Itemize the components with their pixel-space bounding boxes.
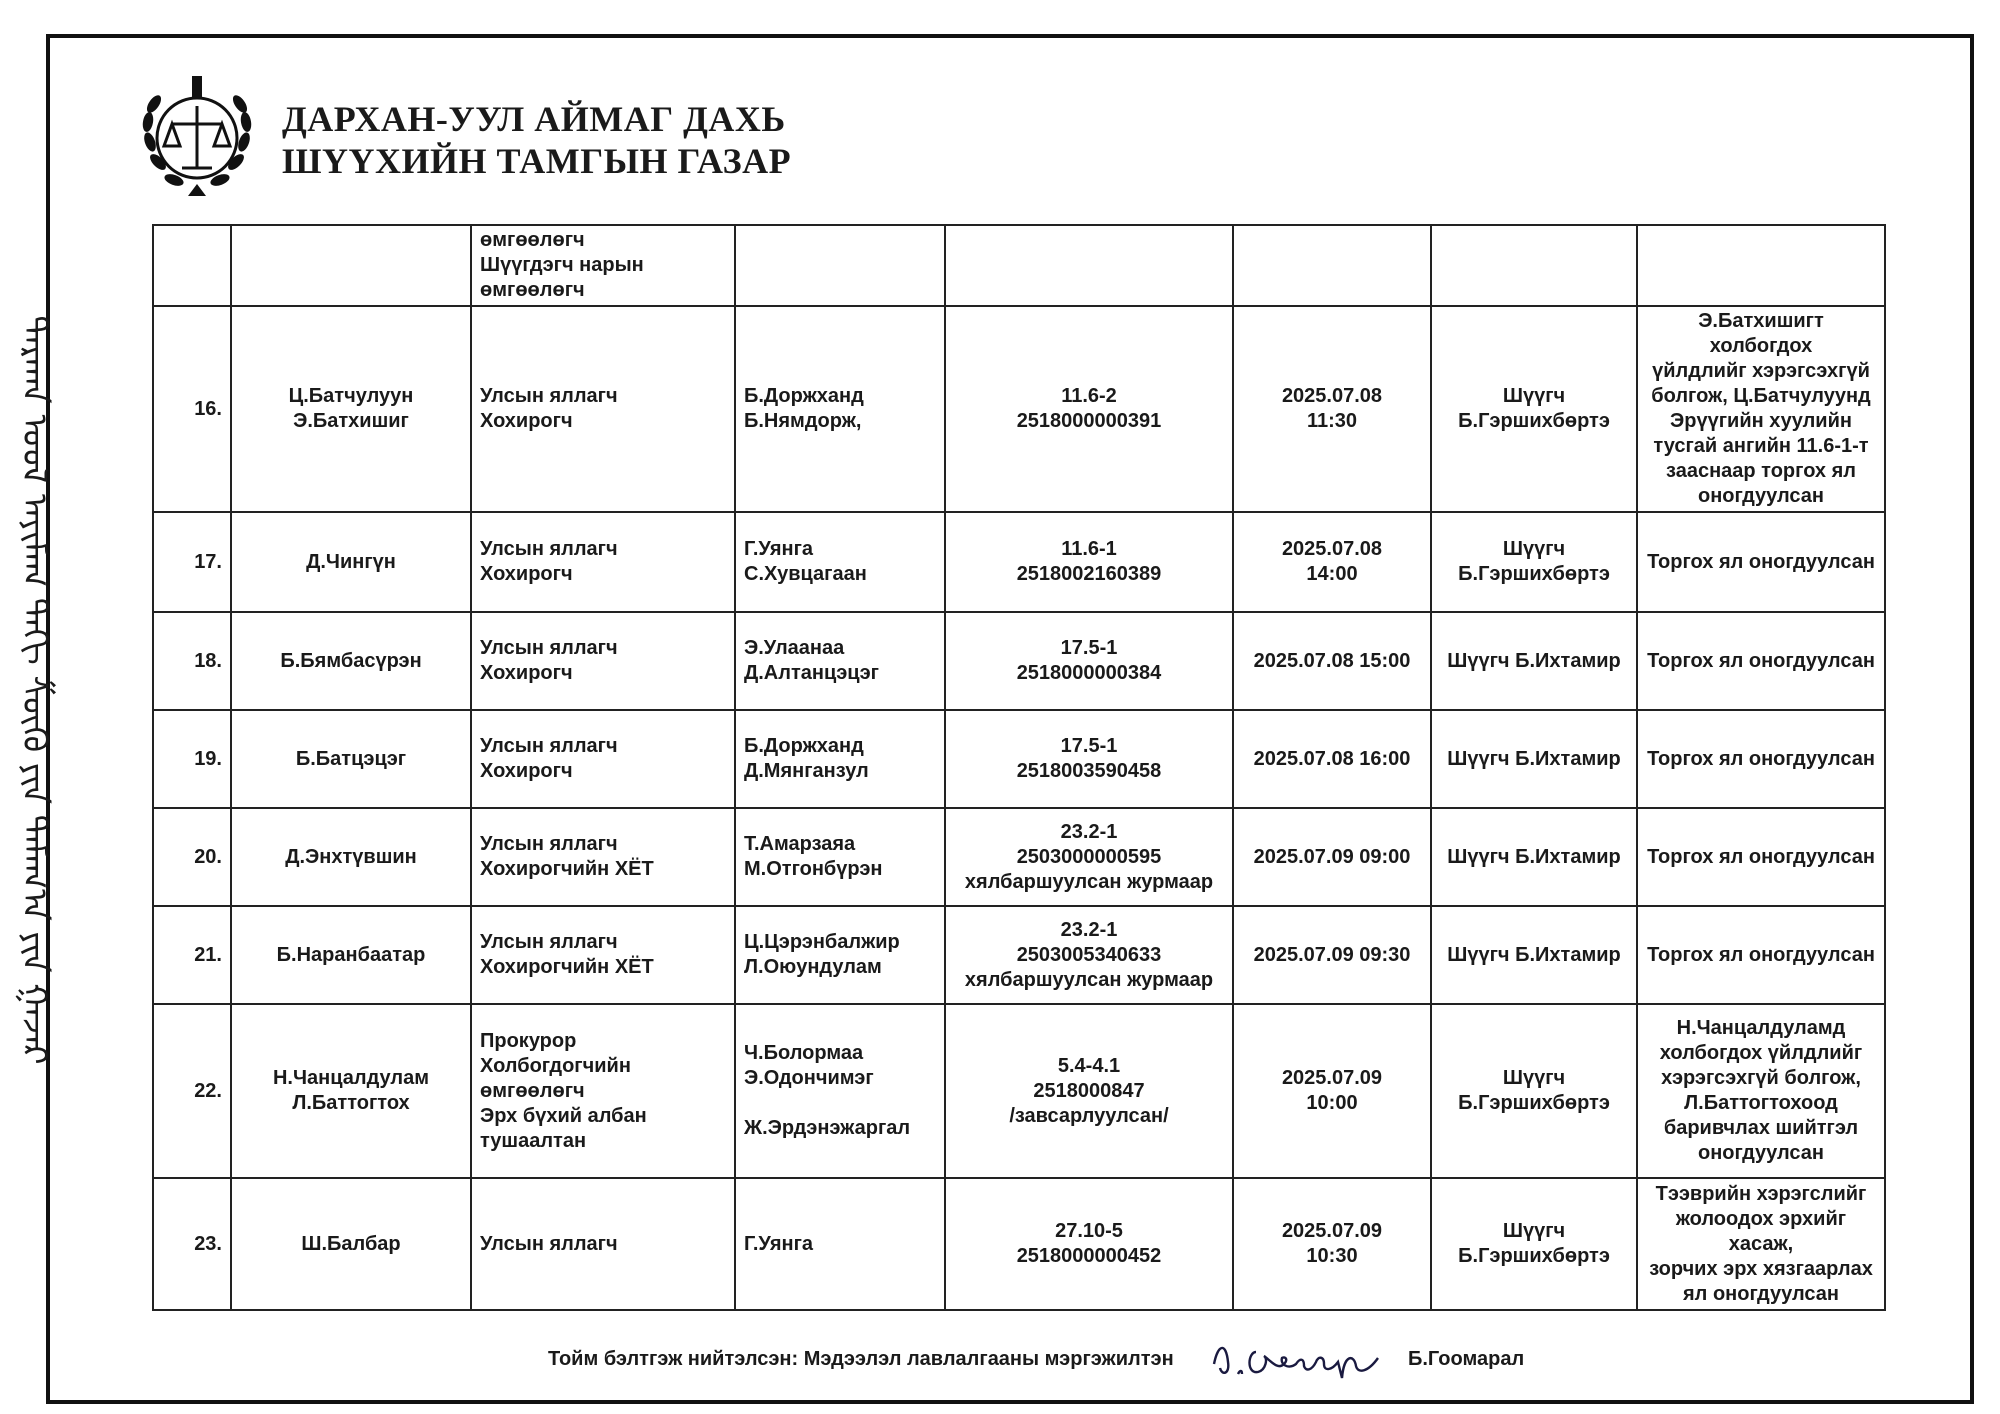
cell-case (945, 1178, 1233, 1310)
cell-num (153, 710, 231, 808)
cell-line: Шүүгч Б.Ихтамир (1447, 649, 1621, 672)
signature (1208, 1334, 1388, 1386)
cell-line: 2025.07.09 09:30 (1253, 943, 1411, 966)
cell-line: Г.Уянга (744, 1232, 814, 1255)
cell-line: Ж.Эрдэнэжаргал (744, 1117, 911, 1139)
cell-parties (231, 710, 471, 808)
org-name-line-2: ШҮҮХИЙН ТАМГЫН ГАЗАР (282, 141, 792, 181)
cell-line: Шүүгч (1502, 385, 1566, 407)
cell-date (1233, 512, 1431, 612)
cell-line: С.Хувцагаан (744, 563, 867, 585)
cell-line: болгож, Ц.Батчулуунд (1651, 385, 1871, 407)
org-name (282, 98, 791, 182)
cell-persons (735, 1178, 945, 1310)
cell-line: 2025.07.08 (1281, 385, 1383, 407)
cell-parties (231, 1004, 471, 1178)
cell-line: Улсын яллагч (480, 931, 618, 953)
cell-result (1637, 1004, 1885, 1178)
table-row (153, 710, 1885, 808)
cell-line: Б.Бямбасүрэн (280, 649, 422, 672)
table-row (153, 512, 1885, 612)
cell-line: Шүүгч Б.Ихтамир (1447, 747, 1621, 770)
cell-line: оногдуулсан (1697, 485, 1824, 507)
cell-parties (231, 306, 471, 512)
cell-line: тушаалтан (480, 1129, 587, 1152)
cell-case (945, 906, 1233, 1004)
cell-line: Хохирогч (480, 410, 573, 432)
cell-line: Н.Чанцалдуламд (1676, 1017, 1846, 1039)
cell-role (471, 710, 735, 808)
cell-line: ял оногдуулсан (1683, 1282, 1839, 1305)
cell-line: 2025.07.08 15:00 (1253, 649, 1411, 672)
cell-role (471, 1004, 735, 1178)
cell-line: Б.Доржханд (744, 735, 864, 757)
mongolian-script-margin (8, 220, 78, 1160)
prepared-by-text: Тойм бэлтгэж нийтэлсэн: Мэдээлэл лавлалгааны мэргэжилтэн (548, 1348, 1174, 1370)
cell-line: 2518000000384 (1016, 662, 1162, 684)
cell-num (153, 306, 231, 512)
cell-role (471, 225, 735, 306)
cell-persons (735, 612, 945, 710)
cell-line: Торгох ял оногдуулсан (1647, 747, 1875, 770)
cell-date (1233, 1004, 1431, 1178)
cell-line: Эрх бүхий албан (480, 1104, 647, 1127)
cell-line: 2518000000391 (1016, 410, 1162, 432)
cell-line: Торгох ял оногдуулсан (1647, 649, 1875, 672)
court-hearings-table (152, 224, 1886, 1311)
cell-line (744, 1091, 936, 1116)
cell-line: Д.Чингүн (306, 550, 396, 573)
cell-line: 5.4-4.1 (1057, 1054, 1121, 1077)
cell-line: Л.Баттогтох (292, 1092, 410, 1114)
cell-num (153, 225, 231, 306)
cell-line: Торгох ял оногдуулсан (1647, 943, 1875, 966)
cell-line: 18. (194, 649, 222, 672)
cell-line: /завсарлуулсан/ (1009, 1104, 1169, 1127)
cell-role (471, 612, 735, 710)
cell-line: 2025.07.09 (1281, 1067, 1383, 1089)
cell-persons (735, 512, 945, 612)
cell-date (1233, 612, 1431, 710)
cell-parties (231, 612, 471, 710)
cell-role (471, 512, 735, 612)
cell-line: Б.Нямдорж, (744, 410, 862, 432)
cell-line: Шүүгч Б.Ихтамир (1447, 943, 1621, 966)
cell-line: 23. (194, 1232, 222, 1255)
cell-line: Улсын яллагч (480, 833, 618, 855)
cell-line: 16. (194, 397, 222, 420)
cell-line: Шүүгч Б.Ихтамир (1447, 845, 1621, 868)
cell-line: 27.10-5 (1055, 1220, 1123, 1242)
table-row (153, 306, 1885, 512)
cell-line: Ш.Балбар (301, 1232, 401, 1255)
cell-line: 2518003590458 (1016, 760, 1162, 782)
table-row (153, 612, 1885, 710)
cell-line: Шүүгч (1502, 1220, 1566, 1242)
org-name-line-1: ДАРХАН-УУЛ АЙМАГ ДАХЬ (282, 99, 786, 139)
cell-judge (1431, 1178, 1637, 1310)
cell-case (945, 1004, 1233, 1178)
cell-line: Улсын яллагч (480, 735, 618, 757)
cell-date (1233, 710, 1431, 808)
cell-line: өмгөөлөгч (480, 279, 585, 301)
cell-judge (1431, 1004, 1637, 1178)
cell-case (945, 512, 1233, 612)
cell-line: Л.Баттогтохоод (1684, 1092, 1838, 1114)
cell-date (1233, 808, 1431, 906)
cell-persons (735, 906, 945, 1004)
cell-line: Улсын яллагч (480, 1232, 618, 1255)
cell-line: 20. (194, 845, 222, 868)
cell-line: Ц.Цэрэнбалжир (744, 931, 900, 953)
cell-num (153, 1004, 231, 1178)
cell-parties (231, 225, 471, 306)
table-row (153, 1178, 1885, 1310)
cell-parties (231, 512, 471, 612)
cell-line: 22. (194, 1079, 222, 1102)
cell-line: Тээврийн хэрэгслийг (1655, 1182, 1867, 1205)
cell-num (153, 512, 231, 612)
cell-num (153, 1178, 231, 1310)
cell-persons (735, 306, 945, 512)
cell-date (1233, 1178, 1431, 1310)
cell-result (1637, 906, 1885, 1004)
cell-num (153, 612, 231, 710)
cell-line: М.Отгонбүрэн (744, 858, 883, 880)
cell-result (1637, 306, 1885, 512)
cell-line: 17.5-1 (1060, 735, 1118, 757)
cell-line: Эрүүгийн хуулийн (1670, 410, 1852, 432)
cell-line: 11.6-2 (1061, 385, 1117, 407)
cell-case (945, 306, 1233, 512)
cell-line: тусгай ангийн 11.6-1-т (1653, 435, 1869, 457)
cell-line: Н.Чанцалдулам (272, 1067, 430, 1089)
cell-role (471, 808, 735, 906)
cell-line: хялбаршуулсан журмаар (964, 870, 1214, 893)
cell-line: Улсын яллагч (480, 538, 618, 560)
cell-line: Б.Наранбаатар (276, 943, 426, 966)
cell-line: жолоодох эрхийг хасаж, (1675, 1207, 1847, 1255)
cell-line: холбогдох үйлдлийг (1659, 1042, 1863, 1064)
cell-line: оногдуулсан (1697, 1142, 1824, 1164)
cell-line: 10:00 (1306, 1092, 1358, 1114)
cell-line: Б.Батцэцэг (295, 747, 407, 770)
cell-line: 19. (194, 747, 222, 770)
cell-line: Э.Батхишиг (293, 410, 409, 432)
cell-line: Т.Амарзаяа (744, 833, 856, 855)
cell-judge (1431, 612, 1637, 710)
cell-line: зааснаар торгох ял (1666, 460, 1856, 482)
cell-case (945, 710, 1233, 808)
cell-line: 11:30 (1306, 410, 1358, 432)
cell-persons (735, 225, 945, 306)
cell-line: 21. (194, 943, 222, 966)
cell-line: Холбогдогчийн (480, 1054, 631, 1077)
cell-line: 2518002160389 (1016, 563, 1162, 585)
cell-judge (1431, 512, 1637, 612)
cell-judge (1431, 906, 1637, 1004)
cell-line: Хохирогч (480, 662, 573, 684)
cell-date (1233, 906, 1431, 1004)
cell-result (1637, 225, 1885, 306)
cell-date (1233, 306, 1431, 512)
cell-line: 2503000000595 (1016, 845, 1162, 868)
cell-role (471, 1178, 735, 1310)
cell-judge (1431, 808, 1637, 906)
cell-line: Б.Доржханд (744, 385, 864, 407)
cell-judge (1431, 225, 1637, 306)
cell-role (471, 906, 735, 1004)
cell-line: Ц.Батчулуун (288, 385, 414, 407)
cell-line: үйлдлийг хэрэгсэхгүй (1652, 360, 1870, 382)
cell-result (1637, 808, 1885, 906)
cell-line: 17.5-1 (1060, 637, 1118, 659)
cell-line: Хохирогч (480, 563, 573, 585)
cell-line: Б.Гэршихбөртэ (1458, 1092, 1610, 1114)
table-row (153, 1004, 1885, 1178)
cell-line: Хохирогч (480, 760, 573, 782)
cell-line: 2025.07.09 09:00 (1253, 845, 1411, 868)
cell-line: Л.Оюундулам (744, 956, 882, 978)
cell-persons (735, 710, 945, 808)
cell-line: хэрэгсэхгүй болгож, (1661, 1067, 1861, 1089)
cell-line: 2518000000452 (1016, 1245, 1162, 1267)
cell-line: 2025.07.09 (1281, 1220, 1383, 1242)
cell-persons (735, 808, 945, 906)
cell-line: Г.Уянга (744, 538, 814, 560)
table-row (153, 808, 1885, 906)
cell-line: хялбаршуулсан журмаар (964, 968, 1214, 991)
cell-case (945, 225, 1233, 306)
cell-result (1637, 1178, 1885, 1310)
cell-result (1637, 512, 1885, 612)
court-emblem-icon (136, 72, 258, 204)
cell-line: зорчих эрх хязгаарлах (1649, 1257, 1873, 1280)
cell-case (945, 612, 1233, 710)
mongolian-script-text: ᠳᠠᠷᠬᠠᠨ ᠤᠤᠯ ᠠᠶᠢᠮᠠᠭ ᠳᠠᠬᠢ ᠱᠦᠬᠦ ᠶᠢᠨ ᠲᠠᠮᠠᠭ᠎ᠠ ᠶᠢᠨ ᠭᠠᠵᠠᠷ (14, 315, 54, 1065)
cell-num (153, 906, 231, 1004)
cell-line: Д.Энхтүвшин (285, 845, 417, 868)
cell-line: 2025.07.08 16:00 (1253, 747, 1411, 770)
cell-line: Э.Батхишигт холбогдох (1698, 310, 1824, 357)
cell-judge (1431, 306, 1637, 512)
cell-role (471, 306, 735, 512)
cell-result (1637, 612, 1885, 710)
cell-line: 14:00 (1306, 563, 1358, 585)
cell-line: Хохирогчийн ХЁТ (480, 858, 654, 880)
cell-parties (231, 808, 471, 906)
cell-date (1233, 225, 1431, 306)
cell-line: Шүүгч (1502, 1067, 1566, 1089)
cell-line: Б.Гэршихбөртэ (1458, 563, 1610, 585)
cell-line: Шүүгдэгч нарын (480, 254, 644, 276)
cell-line: Улсын яллагч (480, 385, 618, 407)
cell-line: 2025.07.08 (1281, 538, 1383, 560)
cell-line: 23.2-1 (1060, 820, 1118, 843)
cell-case (945, 808, 1233, 906)
cell-line: 2503005340633 (1016, 943, 1162, 966)
cell-persons (735, 1004, 945, 1178)
cell-line: 10:30 (1306, 1245, 1358, 1267)
cell-line: өмгөөлөгч (480, 229, 585, 251)
table-row-carryover (153, 225, 1885, 306)
cell-line: Д.Мянганзул (744, 760, 869, 782)
cell-line: баривчлах шийтгэл (1663, 1117, 1859, 1139)
cell-line: өмгөөлөгч (480, 1079, 585, 1102)
cell-line: Б.Гэршихбөртэ (1458, 410, 1610, 432)
cell-line: 2518000847 (1033, 1079, 1145, 1102)
cell-line: Д.Алтанцэцэг (744, 662, 879, 684)
cell-line: 11.6-1 (1061, 538, 1117, 560)
author-name: Б.Гоомарал (1408, 1348, 1525, 1370)
cell-line: 23.2-1 (1060, 918, 1118, 941)
cell-line: Э.Улаанаа (744, 637, 845, 659)
cell-line: Б.Гэршихбөртэ (1458, 1245, 1610, 1267)
cell-judge (1431, 710, 1637, 808)
cell-parties (231, 1178, 471, 1310)
cell-line: Шүүгч (1502, 538, 1566, 560)
cell-line: Прокурор (480, 1029, 577, 1052)
cell-line: Торгох ял оногдуулсан (1647, 550, 1875, 573)
cell-line: Э.Одончимэг (744, 1067, 874, 1089)
cell-parties (231, 906, 471, 1004)
cell-result (1637, 710, 1885, 808)
cell-line: Торгох ял оногдуулсан (1647, 845, 1875, 868)
table-row (153, 906, 1885, 1004)
cell-line: Улсын яллагч (480, 637, 618, 659)
cell-line: Ч.Болормаа (744, 1042, 864, 1064)
cell-line: Хохирогчийн ХЁТ (480, 956, 654, 978)
cell-line: 17. (194, 550, 222, 573)
cell-num (153, 808, 231, 906)
